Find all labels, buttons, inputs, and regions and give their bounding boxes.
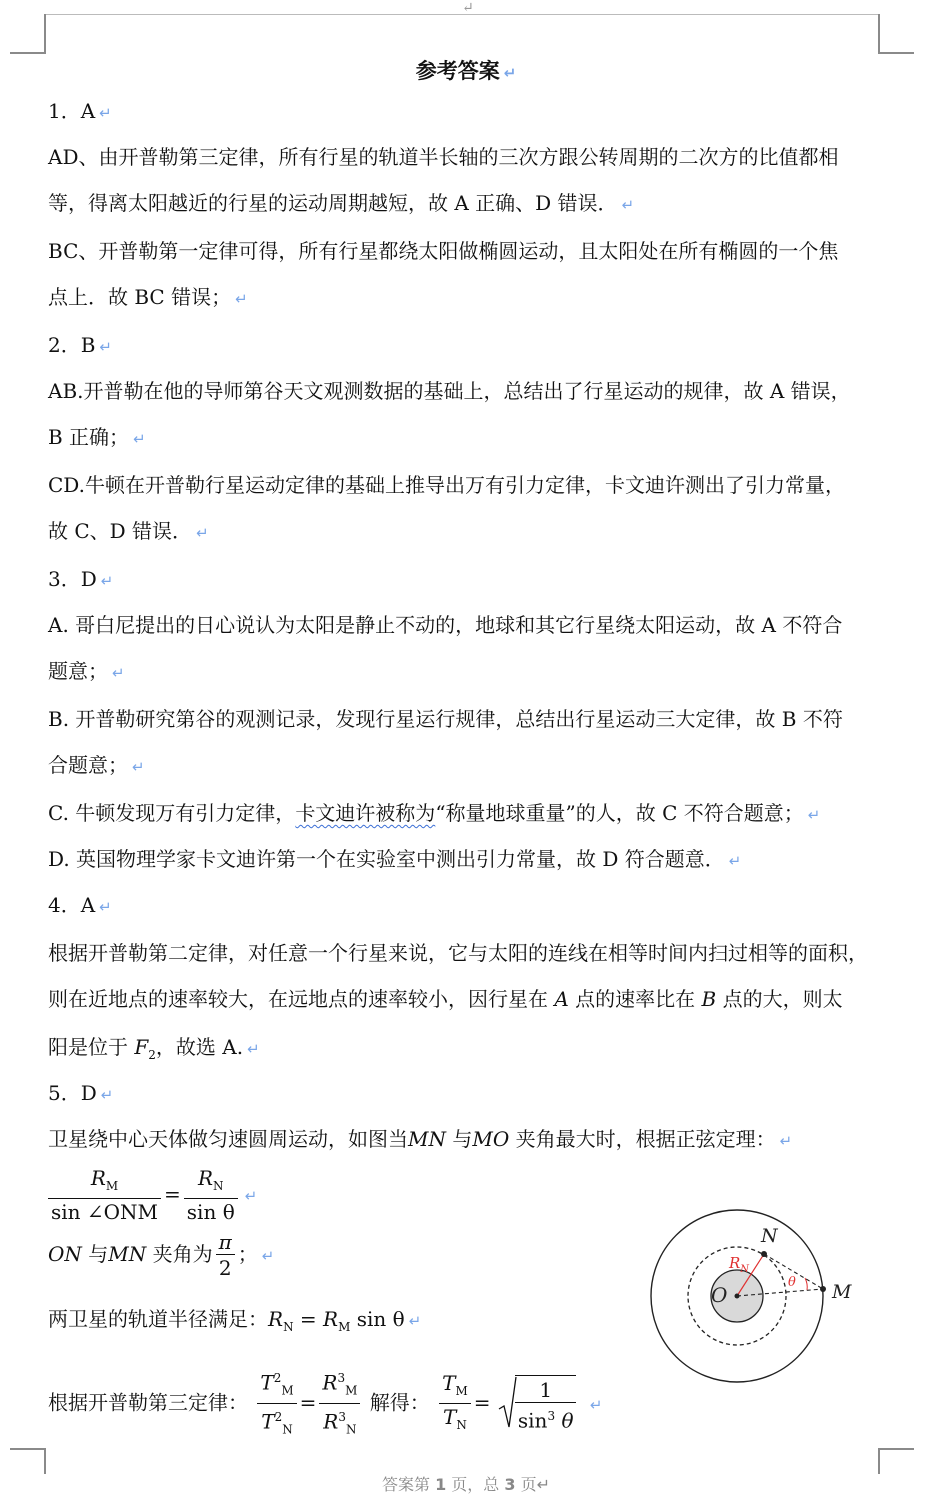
q1-line1: AD、由开普勒第三定律，所有行星的轨道半长轴的三次方跟公转周期的二次方的比值都相 xyxy=(48,145,839,169)
crop-mark-bottom-left xyxy=(10,1448,46,1450)
q4-line2: 则在近地点的速率较大，在远地点的速率较小，因行星在 A 点的速率比在 B 点的大，则太 xyxy=(48,987,843,1011)
top-paragraph-mark: ↵ xyxy=(462,0,474,16)
q5-angle-line: ON 与MN 夹角为 $\frac{\pi}{2}$ ； ↵ xyxy=(48,1230,275,1280)
q3-line5: C. 牛顿发现万有引力定律，卡文迪许被称为“称量地球重量”的人，故 C 不符合题意； ↵ xyxy=(48,801,821,825)
q3-label: 3．D ↵ xyxy=(48,567,114,591)
point-N xyxy=(761,1251,767,1257)
spellcheck-underline: 卡文迪许被称为 xyxy=(295,801,436,825)
q1-label: 1．A ↵ xyxy=(48,99,112,123)
q3-line4: 合题意； ↵ xyxy=(48,753,145,777)
q1-line3: BC、开普勒第一定律可得，所有行星都绕太阳做椭圆运动，且太阳处在所有椭圆的一个焦 xyxy=(48,239,839,263)
q5-radius-relation: 两卫星的轨道半径满足：$R_N = R_M$ sin θ ↵ xyxy=(48,1307,422,1334)
label-M: M xyxy=(832,1281,852,1303)
page-title: 参考答案 ↵ xyxy=(415,58,517,83)
q1-line4: 点上．故 BC 错误； ↵ xyxy=(48,285,248,309)
q5-sine-law-formula: $\frac{R_M}{\text{sin ∠ONM}}$ = $\frac{R_N}{\text{sin θ}}$ ↵ xyxy=(48,1166,257,1225)
q3-line1: A. 哥白尼提出的日心说认为太阳是静止不动的，地球和其它行星绕太阳运动，故 A 不符合 xyxy=(48,613,843,637)
q2-line1: AB.开普勒在他的导师第谷天文观测数据的基础上，总结出了行星运动的规律，故 A 错误， xyxy=(48,379,851,403)
crop-mark-top-right xyxy=(878,14,880,54)
crop-mark-top-left xyxy=(10,52,46,54)
crop-mark-top-left xyxy=(44,14,46,54)
q4-line1: 根据开普勒第二定律，对任意一个行星来说，它与太阳的连线在相等时间内扫过相等的面积， xyxy=(48,941,868,965)
square-root: $\frac{1}{\sin^3 \theta}$ xyxy=(497,1375,580,1434)
crop-mark-bottom-right xyxy=(878,1448,880,1474)
q2-line4: 故 C、D 错误． ↵ xyxy=(48,519,209,543)
crop-mark-bottom-left xyxy=(44,1448,46,1474)
crop-mark-top-right xyxy=(878,52,914,54)
q3-line2: 题意； ↵ xyxy=(48,659,125,683)
q2-line3: CD.牛顿在开普勒行星运动定律的基础上推导出万有引力定律，卡文迪许测出了引力常量， xyxy=(48,473,845,497)
q5-line1: 卫星绕中心天体做匀速圆周运动，如图当MN 与MO 夹角最大时，根据正弦定理： ↵ xyxy=(48,1127,793,1151)
q2-line2: B 正确； ↵ xyxy=(48,425,146,449)
point-O xyxy=(735,1294,740,1299)
radical-sign xyxy=(497,1375,517,1433)
q4-line3: 阳是位于 $F_2$，故选 A. ↵ xyxy=(48,1035,260,1062)
q3-line3: B. 开普勒研究第谷的观测记录，发现行星运行规律，总结出行星运动三大定律，故 B 不符 xyxy=(48,707,843,731)
q4-label: 4．A ↵ xyxy=(48,893,112,917)
label-N: N xyxy=(761,1225,778,1247)
label-O: O xyxy=(711,1283,728,1307)
q5-kepler-line: 根据开普勒第三定律： $\frac{T^2_M}{T^2_N}$ = $\frac{R^3_M}{R^3_N}$ 解得： $\frac{T_M}{T_N}$ = $\frac{1}{\sin^3 \theta}$ ↵ xyxy=(48,1366,602,1442)
q1-line2: 等，得离太阳越近的行星的运动周期越短，故 A 正确、D 错误． ↵ xyxy=(48,191,635,215)
q2-label: 2．B ↵ xyxy=(48,333,112,357)
q3-line6: D. 英国物理学家卡文迪许第一个在实验室中测出引力常量，故 D 符合题意． ↵ xyxy=(48,847,742,871)
label-RN: $R_N$ xyxy=(729,1254,750,1275)
point-M xyxy=(820,1286,826,1292)
q5-label: 5．D ↵ xyxy=(48,1081,114,1105)
crop-mark-bottom-right xyxy=(878,1448,914,1450)
orbit-diagram xyxy=(645,1208,895,1388)
page-footer: 答案第 1 页，总 3 页↵ xyxy=(381,1475,551,1494)
label-theta: θ xyxy=(788,1275,796,1290)
